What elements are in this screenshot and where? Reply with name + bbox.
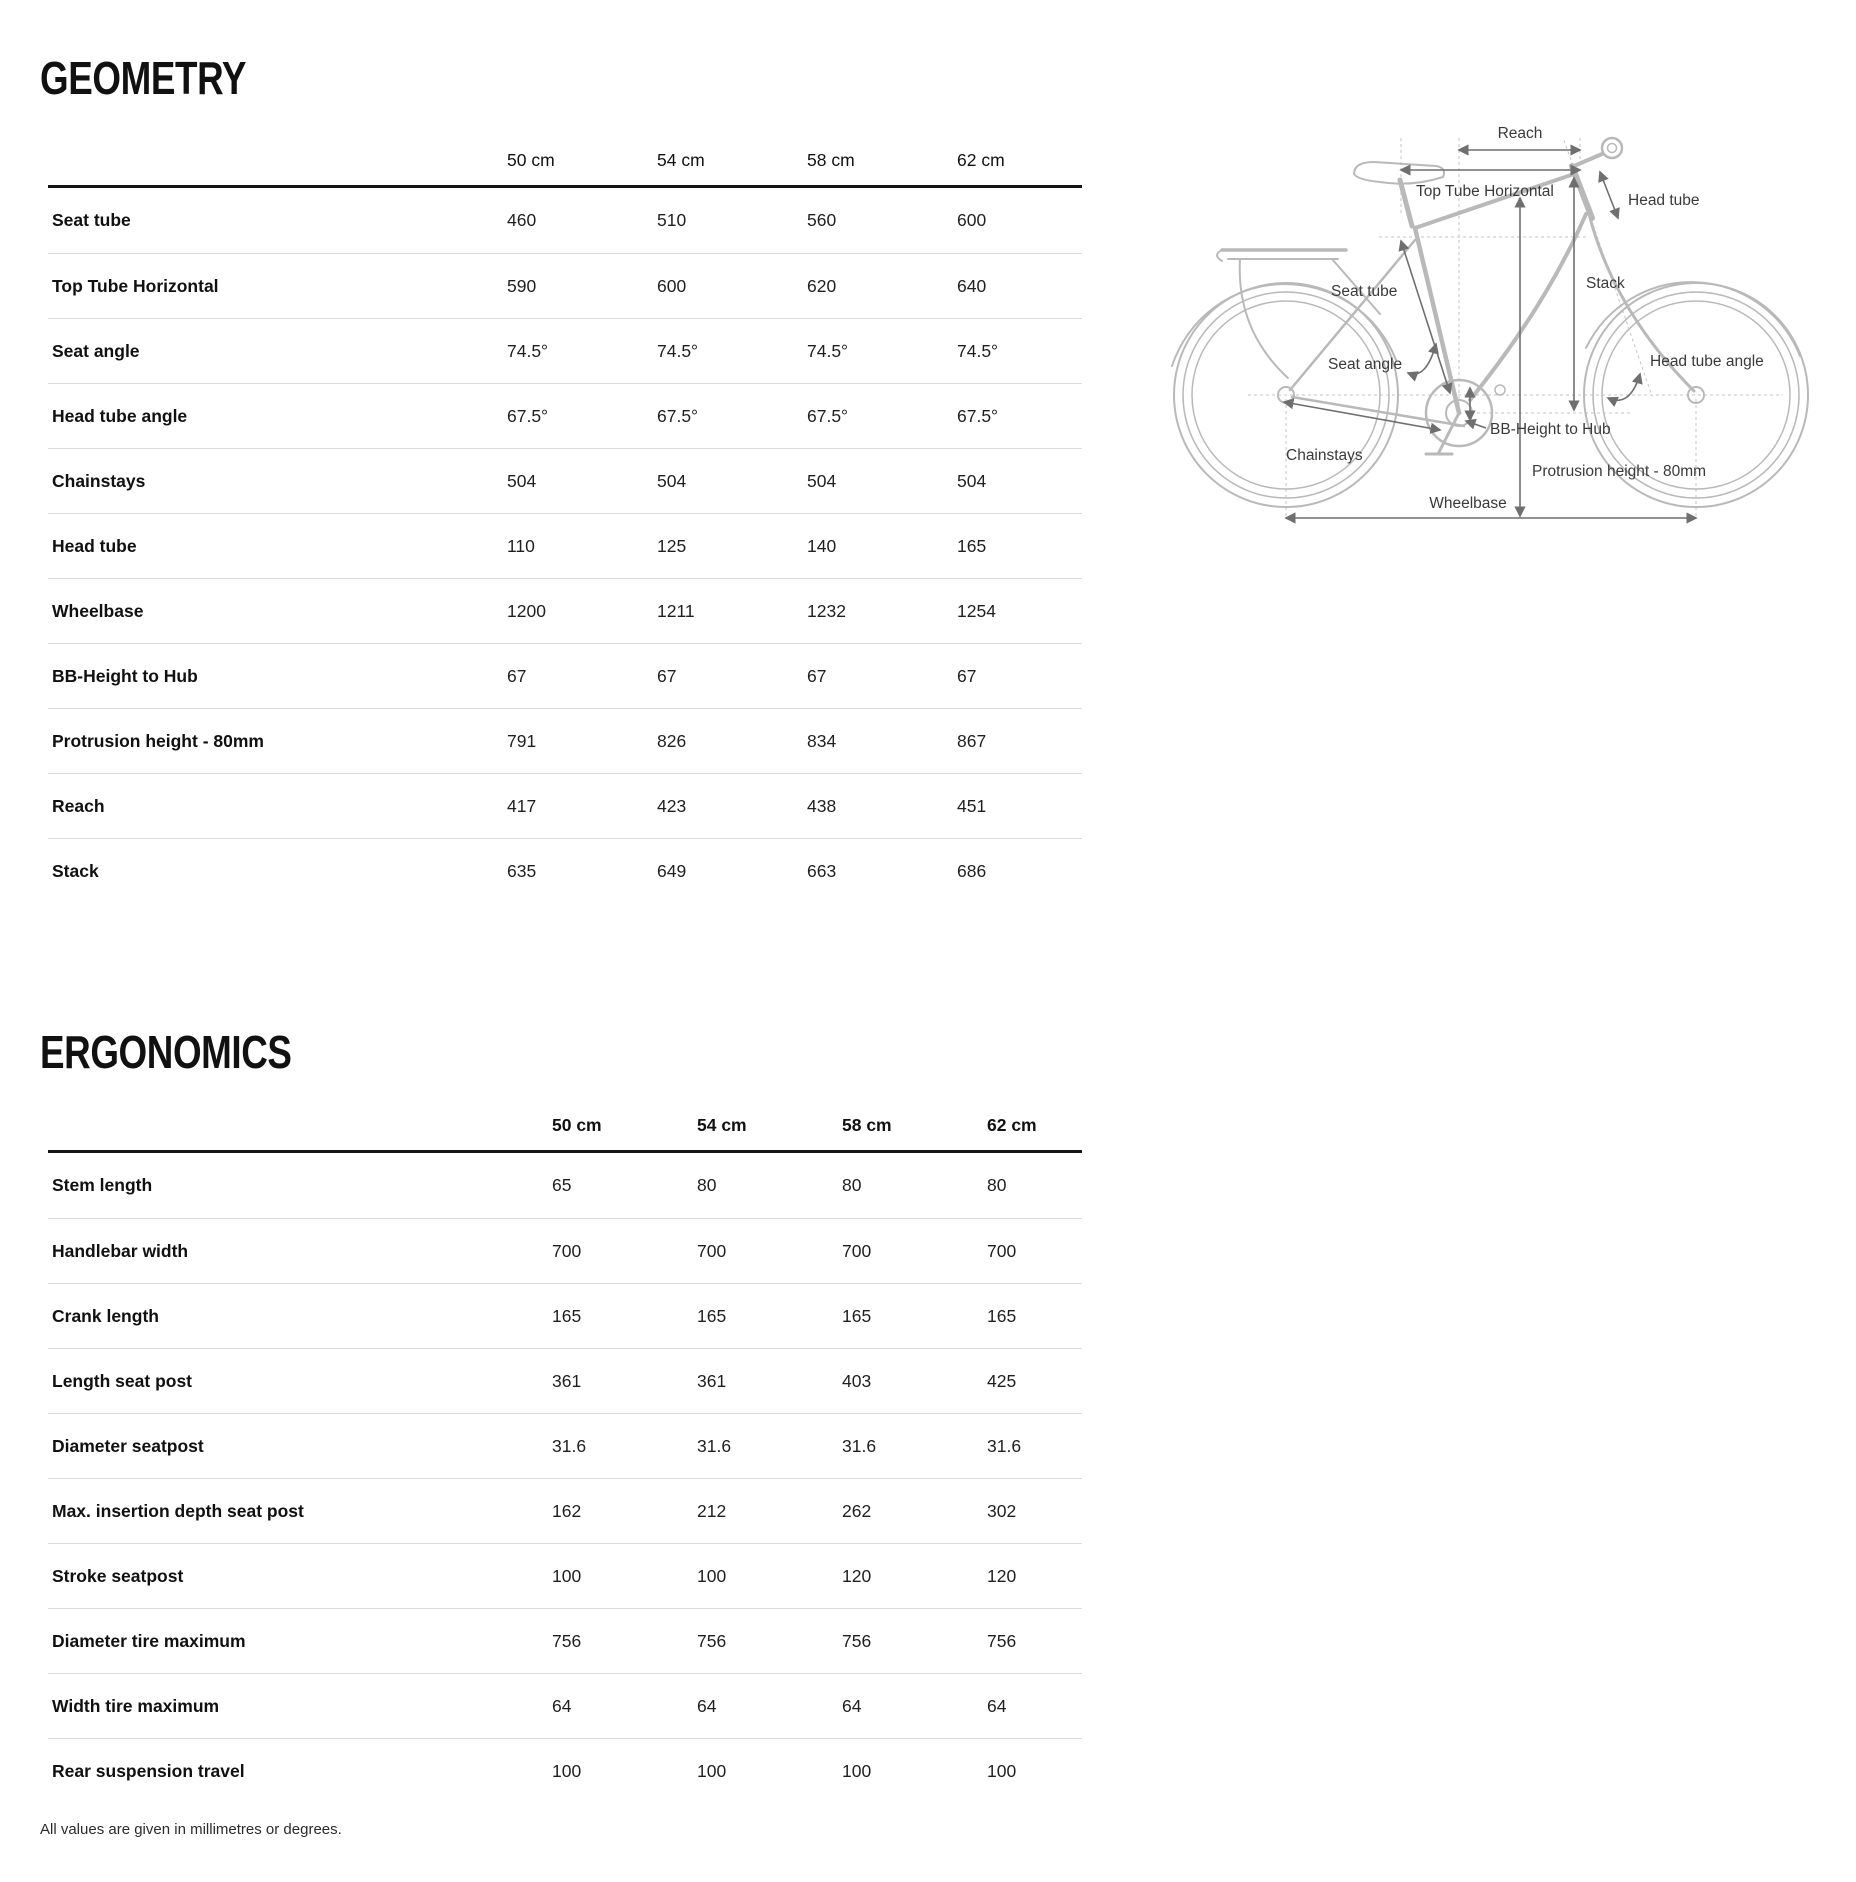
row-value: 100 (552, 1760, 582, 1781)
row-label: Seat angle (52, 340, 140, 361)
column-header: 54 cm (657, 150, 705, 170)
bike-geometry-diagram (1128, 78, 1856, 578)
row-value: 640 (957, 275, 987, 296)
row-value: 67.5° (657, 405, 699, 426)
row-value: 100 (842, 1760, 872, 1781)
head-tube-angle-arc (1608, 374, 1640, 400)
wheelbase-label: Wheelbase (1429, 495, 1507, 512)
row-value: 64 (697, 1695, 717, 1716)
row-value: 302 (987, 1500, 1017, 1521)
seat-angle-arc (1408, 344, 1436, 374)
table-row (48, 578, 1082, 643)
row-value: 74.5° (957, 340, 999, 361)
row-value: 417 (507, 795, 537, 816)
row-label: Protrusion height - 80mm (52, 730, 264, 751)
row-value: 791 (507, 730, 537, 751)
row-value: 64 (552, 1695, 572, 1716)
row-value: 67 (807, 665, 827, 686)
row-value: 74.5° (657, 340, 699, 361)
table-row (48, 773, 1082, 838)
row-value: 834 (807, 730, 837, 751)
stack-label: Stack (1586, 275, 1625, 292)
row-label: Chainstays (52, 470, 146, 491)
row-value: 65 (552, 1175, 572, 1195)
table-row (48, 1543, 1082, 1608)
row-value: 460 (507, 210, 537, 230)
row-value: 67.5° (507, 405, 549, 426)
row-label: Rear suspension travel (52, 1760, 245, 1781)
column-header: 58 cm (807, 150, 855, 170)
row-value: 1254 (957, 600, 996, 621)
row-value: 67 (507, 665, 527, 686)
front-fender (1586, 282, 1800, 356)
row-label: Wheelbase (52, 600, 144, 621)
row-value: 1200 (507, 600, 546, 621)
seat-tube-label: Seat tube (1331, 283, 1398, 300)
row-value: 361 (697, 1370, 727, 1391)
row-value: 80 (987, 1175, 1007, 1195)
row-value: 74.5° (507, 340, 549, 361)
row-label: Head tube angle (52, 405, 188, 426)
column-header-spacer (48, 1136, 552, 1150)
row-value: 31.6 (987, 1435, 1022, 1456)
row-value: 620 (807, 275, 837, 296)
table-header-row (48, 110, 1082, 188)
row-value: 31.6 (552, 1435, 587, 1456)
table-row (48, 1738, 1082, 1803)
table-row (48, 1153, 1082, 1218)
row-value: 67 (657, 665, 677, 686)
row-value: 31.6 (842, 1435, 877, 1456)
row-value: 100 (987, 1760, 1017, 1781)
row-value: 826 (657, 730, 687, 751)
row-value: 212 (697, 1500, 727, 1521)
row-value: 110 (507, 535, 535, 556)
row-value: 67.5° (807, 405, 849, 426)
row-value: 504 (657, 470, 687, 491)
table-row (48, 513, 1082, 578)
row-value: 120 (987, 1565, 1017, 1586)
reach-label: Reach (1497, 125, 1543, 142)
geometry-section-title: GEOMETRY (40, 51, 247, 104)
table-row (48, 448, 1082, 513)
chainstays-label: Chainstays (1286, 447, 1363, 464)
table-row (48, 1283, 1082, 1348)
table-row (48, 1348, 1082, 1413)
row-value: 686 (957, 860, 987, 881)
table-row (48, 1218, 1082, 1283)
row-value: 700 (552, 1240, 582, 1261)
row-value: 31.6 (697, 1435, 732, 1456)
row-value: 64 (987, 1695, 1007, 1716)
table-row (48, 188, 1082, 253)
row-value: 361 (552, 1370, 582, 1391)
row-value: 438 (807, 795, 837, 816)
row-value: 700 (987, 1240, 1017, 1261)
column-header: 50 cm (507, 150, 555, 170)
row-value: 80 (842, 1175, 862, 1195)
row-value: 165 (842, 1305, 872, 1326)
row-value: 700 (697, 1240, 727, 1261)
row-value: 504 (507, 470, 537, 491)
row-label: Crank length (52, 1305, 159, 1326)
head-tube-angle-label: Head tube angle (1650, 353, 1764, 370)
ergonomics-section-title: ERGONOMICS (40, 1025, 292, 1078)
row-value: 165 (987, 1305, 1017, 1326)
column-header: 62 cm (987, 1115, 1037, 1135)
bb-height-pointer (1466, 421, 1486, 428)
row-value: 67 (957, 665, 977, 686)
row-value: 165 (957, 535, 987, 556)
table-row (48, 1478, 1082, 1543)
row-label: Diameter seatpost (52, 1435, 204, 1456)
seat-angle-label: Seat angle (1328, 356, 1403, 373)
row-value: 560 (807, 210, 837, 230)
row-label: Handlebar width (52, 1240, 189, 1261)
row-value: 162 (552, 1500, 582, 1521)
row-label: Diameter tire maximum (52, 1630, 246, 1651)
row-value: 80 (697, 1175, 717, 1195)
row-value: 165 (552, 1305, 582, 1326)
column-header: 50 cm (552, 1115, 602, 1135)
row-value: 165 (697, 1305, 727, 1326)
row-value: 510 (657, 210, 687, 230)
column-header: 54 cm (697, 1115, 747, 1135)
row-value: 451 (957, 795, 987, 816)
row-label: Head tube (52, 535, 137, 556)
bb-height-label: BB-Height to Hub (1490, 421, 1611, 438)
row-label: Stem length (52, 1175, 153, 1195)
table-row (48, 1673, 1082, 1738)
column-header: 62 cm (957, 150, 1005, 170)
row-value: 867 (957, 730, 987, 751)
column-header: 58 cm (842, 1115, 892, 1135)
row-label: Width tire maximum (52, 1695, 220, 1716)
row-value: 756 (697, 1630, 727, 1651)
table-row (48, 838, 1082, 903)
diagram-labels (1286, 125, 1764, 512)
row-value: 649 (657, 860, 687, 881)
row-label: Stack (52, 860, 99, 881)
ergonomics-table (48, 1075, 1082, 1803)
geometry-table (48, 110, 1082, 903)
row-value: 74.5° (807, 340, 849, 361)
row-value: 64 (842, 1695, 862, 1716)
protrusion-label: Protrusion height - 80mm (1532, 463, 1707, 480)
chainstays-arrow (1284, 402, 1440, 430)
row-value: 590 (507, 275, 537, 296)
column-header-spacer (48, 171, 507, 185)
row-value: 403 (842, 1370, 872, 1391)
row-label: Top Tube Horizontal (52, 275, 219, 296)
row-value: 100 (697, 1760, 727, 1781)
row-value: 425 (987, 1370, 1017, 1391)
row-value: 67.5° (957, 405, 999, 426)
table-row (48, 383, 1082, 448)
table-row (48, 643, 1082, 708)
table-row (48, 1413, 1082, 1478)
table-row (48, 318, 1082, 383)
head-tube-label: Head tube (1628, 192, 1700, 209)
table-row (48, 708, 1082, 773)
row-value: 100 (697, 1565, 727, 1586)
row-label: Reach (52, 795, 105, 816)
row-value: 756 (842, 1630, 872, 1651)
row-value: 262 (842, 1500, 872, 1521)
head-tube-arrow (1600, 172, 1618, 218)
table-row (48, 1608, 1082, 1673)
row-label: BB-Height to Hub (52, 665, 198, 686)
row-value: 125 (657, 535, 687, 556)
row-value: 504 (957, 470, 987, 491)
row-value: 663 (807, 860, 837, 881)
row-value: 504 (807, 470, 837, 491)
row-label: Stroke seatpost (52, 1565, 184, 1586)
units-footnote: All values are given in millimetres or degrees. (40, 1821, 342, 1838)
top-tube-label: Top Tube Horizontal (1416, 183, 1554, 200)
table-header-row (48, 1075, 1082, 1153)
row-value: 600 (657, 275, 687, 296)
row-value: 423 (657, 795, 687, 816)
row-value: 700 (842, 1240, 872, 1261)
bike-diagram-svg (1128, 78, 1856, 578)
row-value: 600 (957, 210, 987, 230)
row-value: 140 (807, 535, 837, 556)
row-value: 756 (552, 1630, 582, 1651)
row-value: 1211 (657, 600, 695, 621)
table-row (48, 253, 1082, 318)
row-label: Seat tube (52, 210, 131, 230)
row-value: 756 (987, 1630, 1017, 1651)
row-label: Max. insertion depth seat post (52, 1500, 304, 1521)
row-value: 120 (842, 1565, 872, 1586)
row-label: Length seat post (52, 1370, 193, 1391)
row-value: 635 (507, 860, 537, 881)
row-value: 1232 (807, 600, 846, 621)
row-value: 100 (552, 1565, 582, 1586)
